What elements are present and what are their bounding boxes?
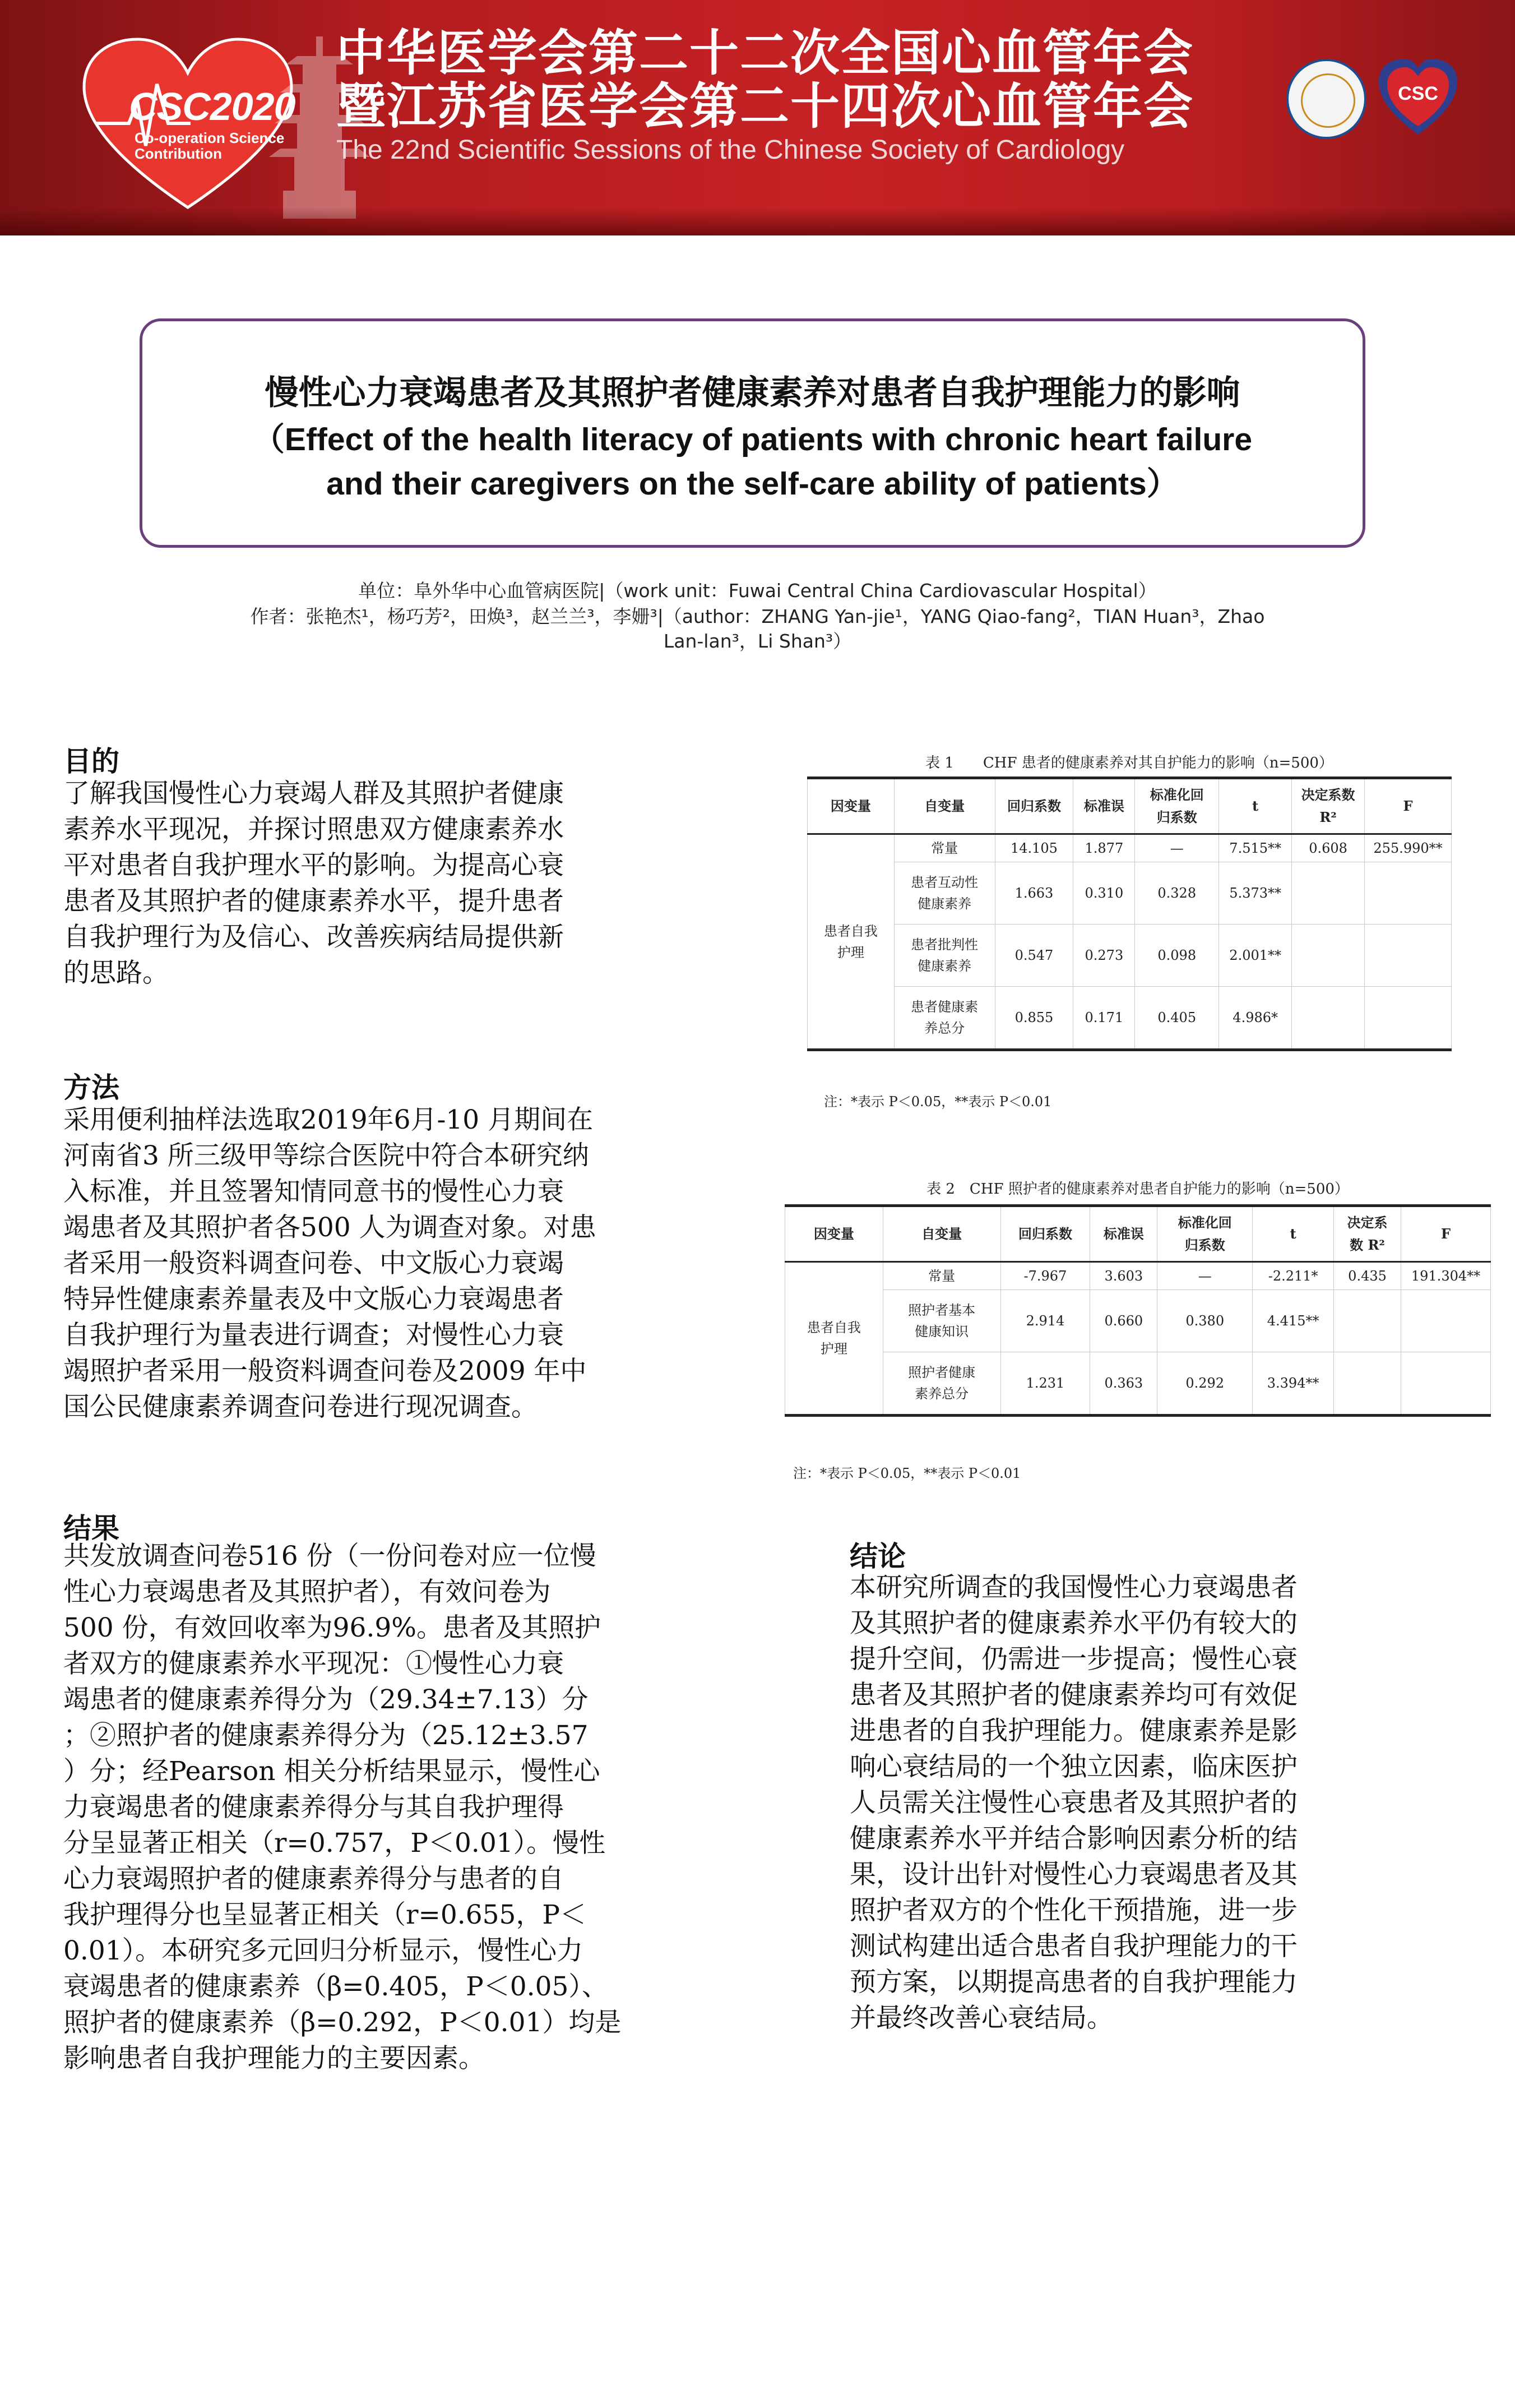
table2-note: 注：*表示 P＜0.05，**表示 P＜0.01 (793, 1466, 1021, 1481)
text-line: 特异性健康素养量表及中文版心力衰竭患者 (63, 1284, 564, 1315)
dependent-variable-cell: 患者自我 护理 (785, 1262, 883, 1416)
table-cell (1292, 987, 1365, 1050)
table-cell: 0.380 (1157, 1290, 1253, 1352)
table-cell: 0.660 (1090, 1290, 1157, 1352)
text-line: 并最终改善心衰结局。 (850, 2003, 1113, 2033)
results-body (63, 1538, 621, 2077)
table-row (808, 862, 1452, 925)
column-header: 决定系数 R² (1292, 778, 1365, 834)
column-header: 决定系 数 R² (1334, 1206, 1401, 1262)
table-cell (1401, 1290, 1491, 1352)
table-cell: 照护者基本 健康知识 (883, 1290, 1000, 1352)
text-line: 竭患者的健康素养得分为（29.34±7.13）分 (63, 1684, 589, 1715)
table-cell: 0.328 (1135, 862, 1219, 925)
table1-note: 注：*表示 P＜0.05，**表示 P＜0.01 (824, 1094, 1052, 1110)
text-line: ）分；经Pearson 相关分析结果显示，慢性心 (63, 1756, 600, 1787)
column-header: t (1253, 1206, 1334, 1262)
logo-subtitle: Co-operation Science Contribution (135, 130, 285, 162)
paper-title-en-line1: （Effect of the health literacy of patients with chronic heart failure (252, 422, 1253, 457)
text-line: 竭患者及其照护者各500 人为调查对象。对患 (63, 1212, 596, 1243)
table-cell: 3.603 (1090, 1262, 1157, 1290)
text-line: 采用便利抽样法选取2019年6月-10 月期间在 (63, 1104, 594, 1135)
authors-line-1: 作者：张艳杰¹，杨巧芳²，田焕³，赵兰兰³，李姗³|（author：ZHANG Yan-jie¹，YANG Qiao-fang²，TIAN Huan³，Zhao (250, 606, 1265, 627)
dependent-variable-cell: 患者自我 护理 (808, 834, 895, 1050)
column-header: 标准误 (1090, 1206, 1157, 1262)
table-cell (1292, 862, 1365, 925)
csc-heart-logo-icon (1376, 56, 1460, 140)
table-cell: 2.001** (1219, 925, 1292, 987)
table-cell: 7.515** (1219, 834, 1292, 862)
text-line: 者双方的健康素养水平现况：①慢性心力衰 (63, 1648, 564, 1679)
table-cell: 患者健康素 养总分 (894, 987, 995, 1050)
table-cell (1365, 987, 1452, 1050)
table-cell: 0.435 (1334, 1262, 1401, 1290)
table-cell: 191.304** (1401, 1262, 1491, 1290)
table-cell: 255.990** (1365, 834, 1452, 862)
table-cell (1365, 925, 1452, 987)
column-header: 因变量 (808, 778, 895, 834)
text-line: 者采用一般资料调查问卷、中文版心力衰竭 (63, 1248, 564, 1279)
text-line: 及其照护者的健康素养水平仍有较大的 (850, 1608, 1298, 1639)
text-line: 自我护理行为及信心、改善疾病结局提供新 (63, 922, 564, 953)
table-cell (1334, 1290, 1401, 1352)
table1-caption: 表 1 CHF 患者的健康素养对其自护能力的影响（n=500） (925, 755, 1333, 771)
table-cell: 5.373** (1219, 862, 1292, 925)
text-line: 人员需关注慢性心衰患者及其照护者的 (850, 1787, 1298, 1818)
table-cell (1401, 1352, 1491, 1416)
text-line: 提升空间，仍需进一步提高；慢性心衰 (850, 1644, 1298, 1675)
text-line: 照护者双方的个性化干预措施，进一步 (850, 1895, 1298, 1926)
column-header: 自变量 (883, 1206, 1000, 1262)
column-header: F (1401, 1206, 1491, 1262)
text-line: 心力衰竭照护者的健康素养得分与患者的自 (63, 1864, 564, 1894)
text-line: 本研究所调查的我国慢性心力衰竭患者 (850, 1572, 1298, 1603)
banner-title-en: The 22nd Scientific Sessions of the Chinese Society of Cardiology (336, 135, 1125, 165)
column-header: F (1365, 778, 1452, 834)
text-line: 性心力衰竭患者及其照护者），有效问卷为 (63, 1577, 551, 1607)
table-cell: 患者批判性 健康素养 (894, 925, 995, 987)
title-box (140, 318, 1365, 548)
table-row (785, 1262, 1491, 1290)
svg-text:CSC: CSC (1398, 83, 1438, 104)
authors-line-2: Lan-lan³，Li Shan³） (663, 630, 852, 652)
table-cell: 0.855 (995, 987, 1073, 1050)
banner-title-cn-1: 中华医学会第二十二次全国心血管年会 (336, 24, 1194, 82)
text-line: 竭照护者采用一般资料调查问卷及2009 年中 (63, 1356, 587, 1386)
table-cell: 常量 (883, 1262, 1000, 1290)
conclusion-heading: 结论 (850, 1540, 906, 1573)
conference-banner (0, 0, 1515, 235)
table-cell: 0.608 (1292, 834, 1365, 862)
table-cell: 0.405 (1135, 987, 1219, 1050)
table-cell: 4.415** (1253, 1290, 1334, 1352)
table-cell: 0.547 (995, 925, 1073, 987)
text-line: 平对患者自我护理水平的影响。为提高心衰 (63, 850, 564, 881)
table-cell: 0.273 (1073, 925, 1135, 987)
table-cell: 0.292 (1157, 1352, 1253, 1416)
text-line: 预方案，以期提高患者的自我护理能力 (850, 1967, 1298, 1998)
table-cell: — (1157, 1262, 1253, 1290)
table-cell: 常量 (894, 834, 995, 862)
text-line: 力衰竭患者的健康素养得分与其自我护理得 (63, 1792, 564, 1823)
column-header: 标准误 (1073, 778, 1135, 834)
text-line: 患者及其照护者的健康素养均可有效促 (850, 1680, 1298, 1711)
table-cell: 0.363 (1090, 1352, 1157, 1416)
table2 (785, 1204, 1491, 1417)
text-line: 500 份，有效回收率为96.9%。患者及其照护 (63, 1612, 601, 1643)
column-header: 标准化回 归系数 (1135, 778, 1219, 834)
table-row (785, 1352, 1491, 1416)
text-line: 国公民健康素养调查问卷进行现况调查。 (63, 1392, 538, 1422)
text-line: 健康素养水平并结合影响因素分析的结 (850, 1823, 1298, 1854)
objective-body (63, 776, 564, 991)
column-header: t (1219, 778, 1292, 834)
text-line: 影响患者自我护理能力的主要因素。 (63, 2043, 485, 2074)
text-line: 入标准，并且签署知情同意书的慢性心力衰 (63, 1176, 564, 1207)
text-line: 素养水平现况，并探讨照患双方健康素养水 (63, 814, 564, 845)
text-line: 进患者的自我护理能力。健康素养是影 (850, 1716, 1298, 1746)
table-cell: 患者互动性 健康素养 (894, 862, 995, 925)
table-row (808, 925, 1452, 987)
text-line: 照护者的健康素养（β=0.292，P＜0.01）均是 (63, 2007, 622, 2038)
affiliation: 单位：阜外华中心血管病医院|（work unit：Fuwai Central China Cardiovascular Hospital） (358, 580, 1157, 602)
methods-body (63, 1102, 596, 1425)
table-cell: 14.105 (995, 834, 1073, 862)
table1 (807, 777, 1452, 1051)
text-line: ；②照护者的健康素养得分为（25.12±3.57 (63, 1720, 589, 1751)
text-line: 共发放调查问卷516 份（一份问卷对应一位慢 (63, 1541, 596, 1572)
table-cell (1334, 1352, 1401, 1416)
table-cell: -2.211* (1253, 1262, 1334, 1290)
objective-heading: 目的 (63, 745, 119, 778)
table2-caption: 表 2 CHF 照护者的健康素养对患者自护能力的影响（n=500） (926, 1181, 1349, 1198)
text-line: 的思路。 (63, 958, 169, 988)
text-line: 分呈显著正相关（r=0.757，P＜0.01）。慢性 (63, 1828, 606, 1859)
table-cell: 0.171 (1073, 987, 1135, 1050)
column-header: 因变量 (785, 1206, 883, 1262)
table-row (785, 1290, 1491, 1352)
text-line: 0.01）。本研究多元回归分析显示，慢性心力 (63, 1935, 583, 1966)
table-header-row (808, 778, 1452, 834)
methods-heading: 方法 (63, 1071, 119, 1104)
column-header: 标准化回 归系数 (1157, 1206, 1253, 1262)
paper-title-en-line2: and their caregivers on the self-care ability of patients） (326, 466, 1179, 502)
table-cell: 3.394** (1253, 1352, 1334, 1416)
table-row (808, 834, 1452, 862)
text-line: 果，设计出针对慢性心力衰竭患者及其 (850, 1859, 1298, 1890)
table-cell: 0.310 (1073, 862, 1135, 925)
table-cell: 1.877 (1073, 834, 1135, 862)
society-seal-icon (1286, 59, 1366, 139)
text-line: 测试构建出适合患者自我护理能力的干 (850, 1931, 1298, 1962)
column-header: 回归系数 (995, 778, 1073, 834)
banner-title-cn-2: 暨江苏省医学会第二十四次心血管年会 (336, 77, 1194, 135)
table-cell: -7.967 (1000, 1262, 1090, 1290)
table-cell: 0.098 (1135, 925, 1219, 987)
table-cell: — (1135, 834, 1219, 862)
text-line: 河南省3 所三级甲等综合医院中符合本研究纳 (63, 1140, 589, 1171)
text-line: 自我护理行为量表进行调查；对慢性心力衰 (63, 1320, 564, 1351)
csc2020-logo-text: CSC2020 (129, 85, 295, 128)
table-cell (1365, 862, 1452, 925)
text-line: 了解我国慢性心力衰竭人群及其照护者健康 (63, 778, 564, 809)
table-cell: 4.986* (1219, 987, 1292, 1050)
text-line: 我护理得分也呈显著正相关（r=0.655，P＜ (63, 1899, 587, 1930)
text-line: 衰竭患者的健康素养（β=0.405，P＜0.05）、 (63, 1971, 608, 2002)
results-heading: 结果 (63, 1512, 119, 1545)
table-cell: 1.663 (995, 862, 1073, 925)
conclusion-body (850, 1570, 1298, 2036)
text-line: 患者及其照护者的健康素养水平，提升患者 (63, 886, 564, 917)
table-cell: 1.231 (1000, 1352, 1090, 1416)
column-header: 自变量 (894, 778, 995, 834)
table-cell: 照护者健康 素养总分 (883, 1352, 1000, 1416)
table-header-row (785, 1206, 1491, 1262)
text-line: 响心衰结局的一个独立因素，临床医护 (850, 1751, 1298, 1782)
paper-title-cn: 慢性心力衰竭患者及其照护者健康素养对患者自我护理能力的影响 (265, 373, 1240, 413)
table-cell: 2.914 (1000, 1290, 1090, 1352)
table-row (808, 987, 1452, 1050)
table-cell (1292, 925, 1365, 987)
column-header: 回归系数 (1000, 1206, 1090, 1262)
